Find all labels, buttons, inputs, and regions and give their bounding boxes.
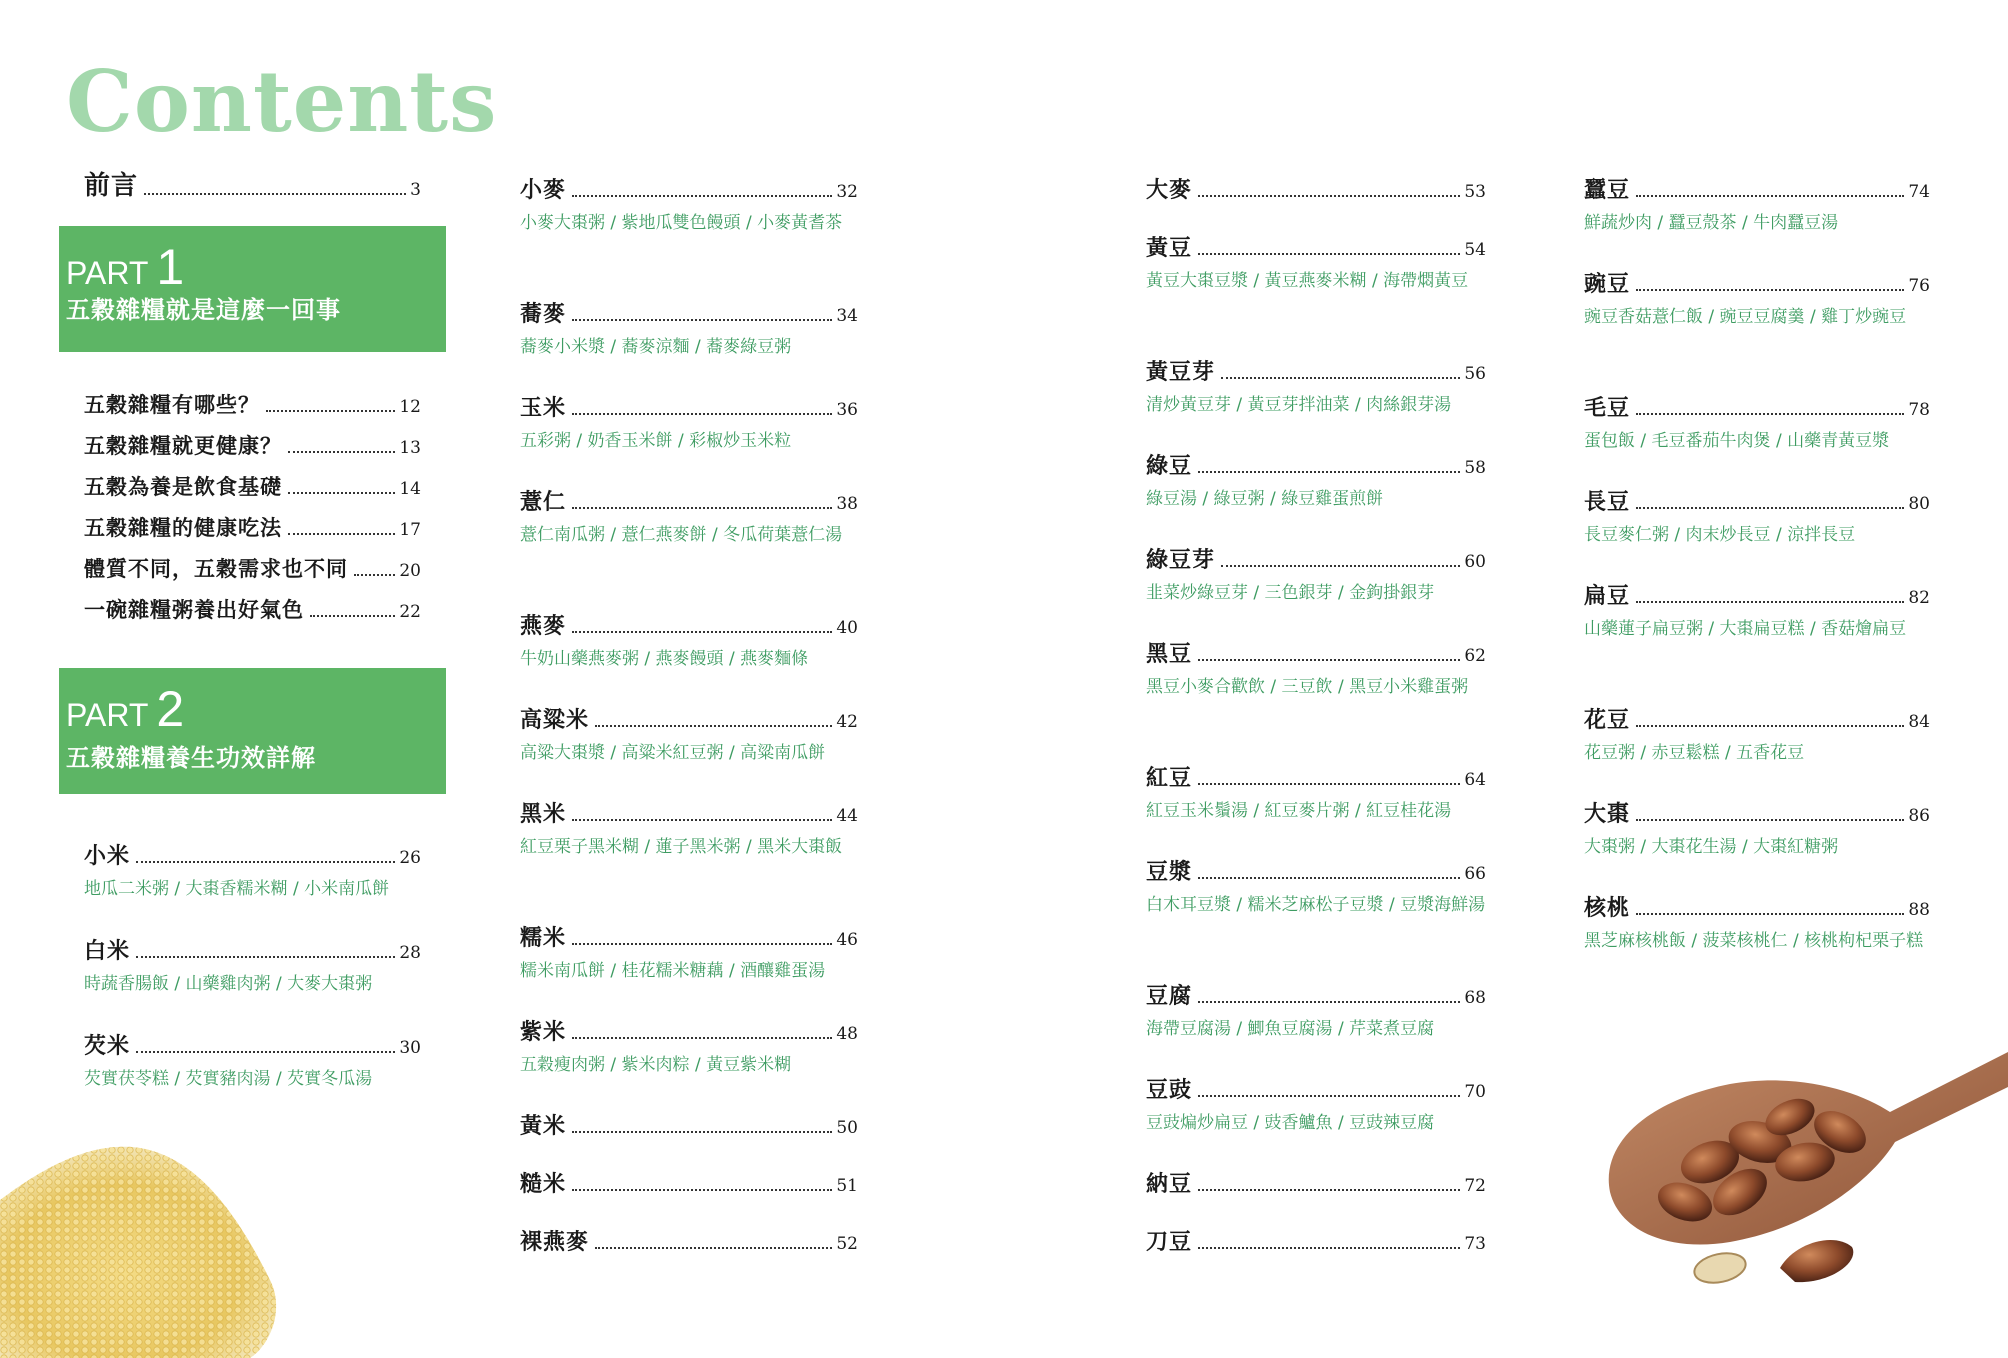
contents-title: Contents: [66, 52, 498, 151]
toc-entry: [84, 426, 421, 460]
page-number: 58: [1464, 458, 1486, 478]
entry-recipes: 時蔬香腸飯 / 山藥雞肉粥 / 大麥大棗粥: [84, 974, 373, 994]
toc-entry: [84, 931, 421, 999]
part-number: 1: [156, 239, 185, 295]
toc-column-1: [84, 836, 421, 1116]
entry-title: 豌豆: [1584, 271, 1631, 297]
leader-dots: [572, 1189, 832, 1191]
entry-recipes: 糯米南瓜餅 / 桂花糯米糖藕 / 酒釀雞蛋湯: [520, 961, 826, 981]
entry-title: 小米: [84, 843, 131, 869]
toc-entry: [1146, 1070, 1486, 1138]
preface-entry: [84, 168, 421, 202]
entry-recipes: 小麥大棗粥 / 紫地瓜雙色饅頭 / 小麥黃耆茶: [520, 213, 843, 233]
page-number: 34: [836, 306, 858, 326]
entry-title: 黃豆芽: [1146, 359, 1216, 385]
leader-dots: [136, 956, 395, 958]
entry-recipes: 牛奶山藥燕麥粥 / 燕麥饅頭 / 燕麥麵條: [520, 649, 809, 669]
entry-title: 黃豆: [1146, 235, 1193, 261]
page-number: 84: [1908, 712, 1930, 732]
leader-dots: [1198, 877, 1460, 879]
toc-entry: [1584, 700, 1930, 768]
entry-recipes: 大棗粥 / 大棗花生湯 / 大棗紅糖粥: [1584, 837, 1839, 857]
toc-entry: [520, 170, 858, 238]
toc-entry: [1146, 758, 1486, 826]
entry-recipes: 海帶豆腐湯 / 鯽魚豆腐湯 / 芹菜煮豆腐: [1146, 1019, 1435, 1039]
page-number: 72: [1464, 1176, 1486, 1196]
toc-entry: [520, 1164, 858, 1198]
page-number: 51: [836, 1176, 858, 1196]
millet-grain-image: [0, 1130, 300, 1358]
entry-recipes: 紅豆玉米鬚湯 / 紅豆麥片粥 / 紅豆桂花湯: [1146, 801, 1452, 821]
toc-entry: [1146, 1164, 1486, 1198]
leader-dots: [1636, 819, 1904, 821]
preface-title: 前言: [84, 171, 139, 201]
page-number: 42: [836, 712, 858, 732]
toc-entry: [1584, 388, 1930, 456]
entry-recipes: 韭菜炒綠豆芽 / 三色銀芽 / 金鉤掛銀芽: [1146, 583, 1435, 603]
leader-dots: [1198, 659, 1460, 661]
part-1-banner: [59, 226, 446, 352]
page-number: 22: [399, 602, 421, 622]
entry-title: 紫米: [520, 1019, 567, 1045]
leader-dots: [288, 451, 395, 453]
page-number: 48: [836, 1024, 858, 1044]
toc-entry: [1146, 170, 1486, 204]
entry-title: 五穀雜糧的健康吃法: [84, 515, 282, 540]
toc-entry: [1146, 352, 1486, 420]
leader-dots: [144, 193, 406, 195]
leader-dots: [1636, 507, 1904, 509]
toc-entry: [1146, 852, 1486, 920]
entry-recipes: 鮮蔬炒肉 / 蠶豆殼茶 / 牛肉蠶豆湯: [1584, 213, 1839, 233]
leader-dots: [354, 574, 395, 576]
toc-entry: [84, 508, 421, 542]
entry-recipes: 黑芝麻核桃飯 / 菠菜核桃仁 / 核桃枸杞栗子糕: [1584, 931, 1924, 951]
entry-title: 綠豆芽: [1146, 547, 1216, 573]
entry-title: 小麥: [520, 177, 567, 203]
page-number: 50: [836, 1118, 858, 1138]
toc-column-4: [1584, 170, 1930, 1010]
toc-entry: [1146, 976, 1486, 1044]
leader-dots: [136, 861, 395, 863]
leader-dots: [572, 413, 832, 415]
entry-recipes: 蛋包飯 / 毛豆番茄牛肉煲 / 山藥青黃豆漿: [1584, 431, 1890, 451]
leader-dots: [1198, 1189, 1460, 1191]
page-number: 64: [1464, 770, 1486, 790]
entry-title: 五穀雜糧就更健康？: [84, 433, 282, 458]
leader-dots: [1221, 377, 1460, 379]
entry-title: 黑米: [520, 801, 567, 827]
entry-title: 蠶豆: [1584, 177, 1631, 203]
page-number: 17: [399, 520, 421, 540]
part-label: PART 1: [66, 239, 185, 295]
toc-entry: [1584, 576, 1930, 644]
entry-title: 五穀為養是飲食基礎: [84, 474, 282, 499]
entry-title: 豆漿: [1146, 859, 1193, 885]
leader-dots: [1198, 1001, 1460, 1003]
entry-title: 黃米: [520, 1113, 567, 1139]
entry-title: 大麥: [1146, 177, 1193, 203]
entry-title: 綠豆: [1146, 453, 1193, 479]
toc-entry: [84, 385, 421, 419]
page-number: 36: [836, 400, 858, 420]
leader-dots: [595, 725, 832, 727]
leader-dots: [288, 492, 395, 494]
toc-entry: [1584, 794, 1930, 862]
entry-title: 芡米: [84, 1033, 131, 1059]
toc-entry: [84, 467, 421, 501]
toc-entry: [84, 836, 421, 904]
leader-dots: [1636, 725, 1904, 727]
entry-title: 刀豆: [1146, 1229, 1193, 1255]
page-number: 54: [1464, 240, 1486, 260]
entry-title: 紅豆: [1146, 765, 1193, 791]
leader-dots: [1636, 913, 1904, 915]
entry-title: 毛豆: [1584, 395, 1631, 421]
leader-dots: [572, 943, 832, 945]
page-number: 46: [836, 930, 858, 950]
page-number: 86: [1908, 806, 1930, 826]
page-number: 60: [1464, 552, 1486, 572]
part-label: PART 2: [66, 681, 185, 737]
entry-title: 體質不同，五穀需求也不同: [84, 556, 348, 581]
page-number: 73: [1464, 1234, 1486, 1254]
entry-title: 花豆: [1584, 707, 1631, 733]
leader-dots: [572, 819, 832, 821]
part-number: 2: [156, 681, 185, 737]
toc-column-2: [520, 170, 858, 1260]
page-number: 28: [399, 943, 421, 963]
page-number: 14: [399, 479, 421, 499]
entry-title: 薏仁: [520, 489, 567, 515]
toc-entry: [1146, 228, 1486, 296]
leader-dots: [136, 1051, 395, 1053]
leader-dots: [572, 195, 832, 197]
toc-entry: [1146, 634, 1486, 702]
entry-title: 豆豉: [1146, 1077, 1193, 1103]
entry-recipes: 高粱大棗漿 / 高粱米紅豆粥 / 高粱南瓜餅: [520, 743, 826, 763]
page-number: 53: [1464, 182, 1486, 202]
page-number: 80: [1908, 494, 1930, 514]
page-number: 68: [1464, 988, 1486, 1008]
part-1-list: [84, 385, 421, 625]
toc-entry: [520, 700, 858, 768]
leader-dots: [1198, 783, 1460, 785]
page-number: 62: [1464, 646, 1486, 666]
entry-title: 糙米: [520, 1171, 567, 1197]
entry-recipes: 紅豆栗子黑米糊 / 蓮子黑米粥 / 黑米大棗飯: [520, 837, 843, 857]
toc-entry: [520, 294, 858, 362]
page-number: 26: [399, 848, 421, 868]
page-number: 40: [836, 618, 858, 638]
entry-recipes: 黃豆大棗豆漿 / 黃豆燕麥米糊 / 海帶燜黃豆: [1146, 271, 1469, 291]
entry-title: 燕麥: [520, 613, 567, 639]
leader-dots: [1198, 1095, 1460, 1097]
leader-dots: [1198, 471, 1460, 473]
page-number: 56: [1464, 364, 1486, 384]
leader-dots: [1636, 195, 1904, 197]
toc-entry: [1146, 1222, 1486, 1256]
page-number: 13: [399, 438, 421, 458]
entry-recipes: 五彩粥 / 奶香玉米餅 / 彩椒炒玉米粒: [520, 431, 792, 451]
page-number: 88: [1908, 900, 1930, 920]
leader-dots: [266, 410, 395, 412]
pine-nut-image: [1590, 1032, 2008, 1294]
page-number: 38: [836, 494, 858, 514]
leader-dots: [1636, 413, 1904, 415]
page-number: 52: [836, 1234, 858, 1254]
page-number: 70: [1464, 1082, 1486, 1102]
entry-recipes: 蕎麥小米漿 / 蕎麥涼麵 / 蕎麥綠豆粥: [520, 337, 792, 357]
entry-title: 黑豆: [1146, 641, 1193, 667]
toc-entry: [520, 1106, 858, 1140]
leader-dots: [572, 319, 832, 321]
entry-recipes: 五穀瘦肉粥 / 紫米肉粽 / 黃豆紫米糊: [520, 1055, 792, 1075]
entry-recipes: 長豆麥仁粥 / 肉末炒長豆 / 涼拌長豆: [1584, 525, 1856, 545]
toc-entry: [1584, 170, 1930, 238]
entry-title: 蕎麥: [520, 301, 567, 327]
leader-dots: [1221, 565, 1460, 567]
entry-title: 玉米: [520, 395, 567, 421]
entry-title: 五穀雜糧有哪些？: [84, 392, 260, 417]
part-subtitle: 五穀雜糧養生功效詳解: [66, 743, 316, 772]
entry-title: 豆腐: [1146, 983, 1193, 1009]
toc-entry: [1584, 482, 1930, 550]
entry-title: 大棗: [1584, 801, 1631, 827]
toc-entry: [520, 482, 858, 550]
toc-entry: [84, 1026, 421, 1094]
leader-dots: [288, 533, 395, 535]
toc-entry: [1146, 446, 1486, 514]
part-subtitle: 五穀雜糧就是這麼一回事: [66, 295, 341, 324]
entry-recipes: 豆豉煸炒扁豆 / 豉香鱸魚 / 豆豉辣豆腐: [1146, 1113, 1435, 1133]
leader-dots: [1198, 1247, 1460, 1249]
entry-recipes: 白木耳豆漿 / 糯米芝麻松子豆漿 / 豆漿海鮮湯: [1146, 895, 1486, 915]
toc-entry: [520, 606, 858, 674]
toc-entry: [520, 1012, 858, 1080]
page-number: 66: [1464, 864, 1486, 884]
toc-entry: [520, 388, 858, 456]
toc-entry: [84, 590, 421, 624]
entry-recipes: 芡實茯苓糕 / 芡實豬肉湯 / 芡實冬瓜湯: [84, 1069, 373, 1089]
entry-title: 長豆: [1584, 489, 1631, 515]
leader-dots: [572, 631, 832, 633]
page-number: 32: [836, 182, 858, 202]
entry-title: 裸燕麥: [520, 1229, 590, 1255]
page-number: 12: [399, 397, 421, 417]
entry-recipes: 黑豆小麥合歡飲 / 三豆飲 / 黑豆小米雞蛋粥: [1146, 677, 1469, 697]
page-number: 74: [1908, 182, 1930, 202]
part-2-banner: [59, 668, 446, 794]
leader-dots: [572, 507, 832, 509]
entry-title: 納豆: [1146, 1171, 1193, 1197]
page-number: 78: [1908, 400, 1930, 420]
leader-dots: [572, 1131, 832, 1133]
entry-recipes: 綠豆湯 / 綠豆粥 / 綠豆雞蛋煎餅: [1146, 489, 1384, 509]
toc-column-3: [1146, 170, 1486, 1260]
page-number: 20: [399, 561, 421, 581]
leader-dots: [1198, 253, 1460, 255]
entry-title: 白米: [84, 938, 131, 964]
leader-dots: [1636, 601, 1904, 603]
entry-recipes: 清炒黃豆芽 / 黃豆芽拌油菜 / 肉絲銀芽湯: [1146, 395, 1452, 415]
toc-entry: [520, 1222, 858, 1256]
entry-title: 核桃: [1584, 895, 1631, 921]
page-number: 3: [410, 180, 421, 200]
entry-title: 扁豆: [1584, 583, 1631, 609]
page-number: 30: [399, 1038, 421, 1058]
entry-recipes: 豌豆香菇薏仁飯 / 豌豆豆腐羹 / 雞丁炒豌豆: [1584, 307, 1907, 327]
leader-dots: [572, 1037, 832, 1039]
toc-entry: [1584, 888, 1930, 956]
entry-title: 糯米: [520, 925, 567, 951]
entry-title: 高粱米: [520, 707, 590, 733]
toc-entry: [520, 918, 858, 986]
page-number: 82: [1908, 588, 1930, 608]
toc-entry: [1146, 540, 1486, 608]
toc-entry: [1584, 264, 1930, 332]
entry-recipes: 山藥蓮子扁豆粥 / 大棗扁豆糕 / 香菇燴扁豆: [1584, 619, 1907, 639]
page-number: 76: [1908, 276, 1930, 296]
page-number: 44: [836, 806, 858, 826]
leader-dots: [1636, 289, 1904, 291]
entry-recipes: 薏仁南瓜粥 / 薏仁燕麥餅 / 冬瓜荷葉薏仁湯: [520, 525, 843, 545]
leader-dots: [595, 1247, 832, 1249]
entry-title: 一碗雜糧粥養出好氣色: [84, 597, 304, 622]
toc-entry: [84, 549, 421, 583]
toc-entry: [520, 794, 858, 862]
entry-recipes: 花豆粥 / 赤豆鬆糕 / 五香花豆: [1584, 743, 1805, 763]
leader-dots: [310, 615, 395, 617]
entry-recipes: 地瓜二米粥 / 大棗香糯米糊 / 小米南瓜餅: [84, 879, 390, 899]
leader-dots: [1198, 195, 1460, 197]
